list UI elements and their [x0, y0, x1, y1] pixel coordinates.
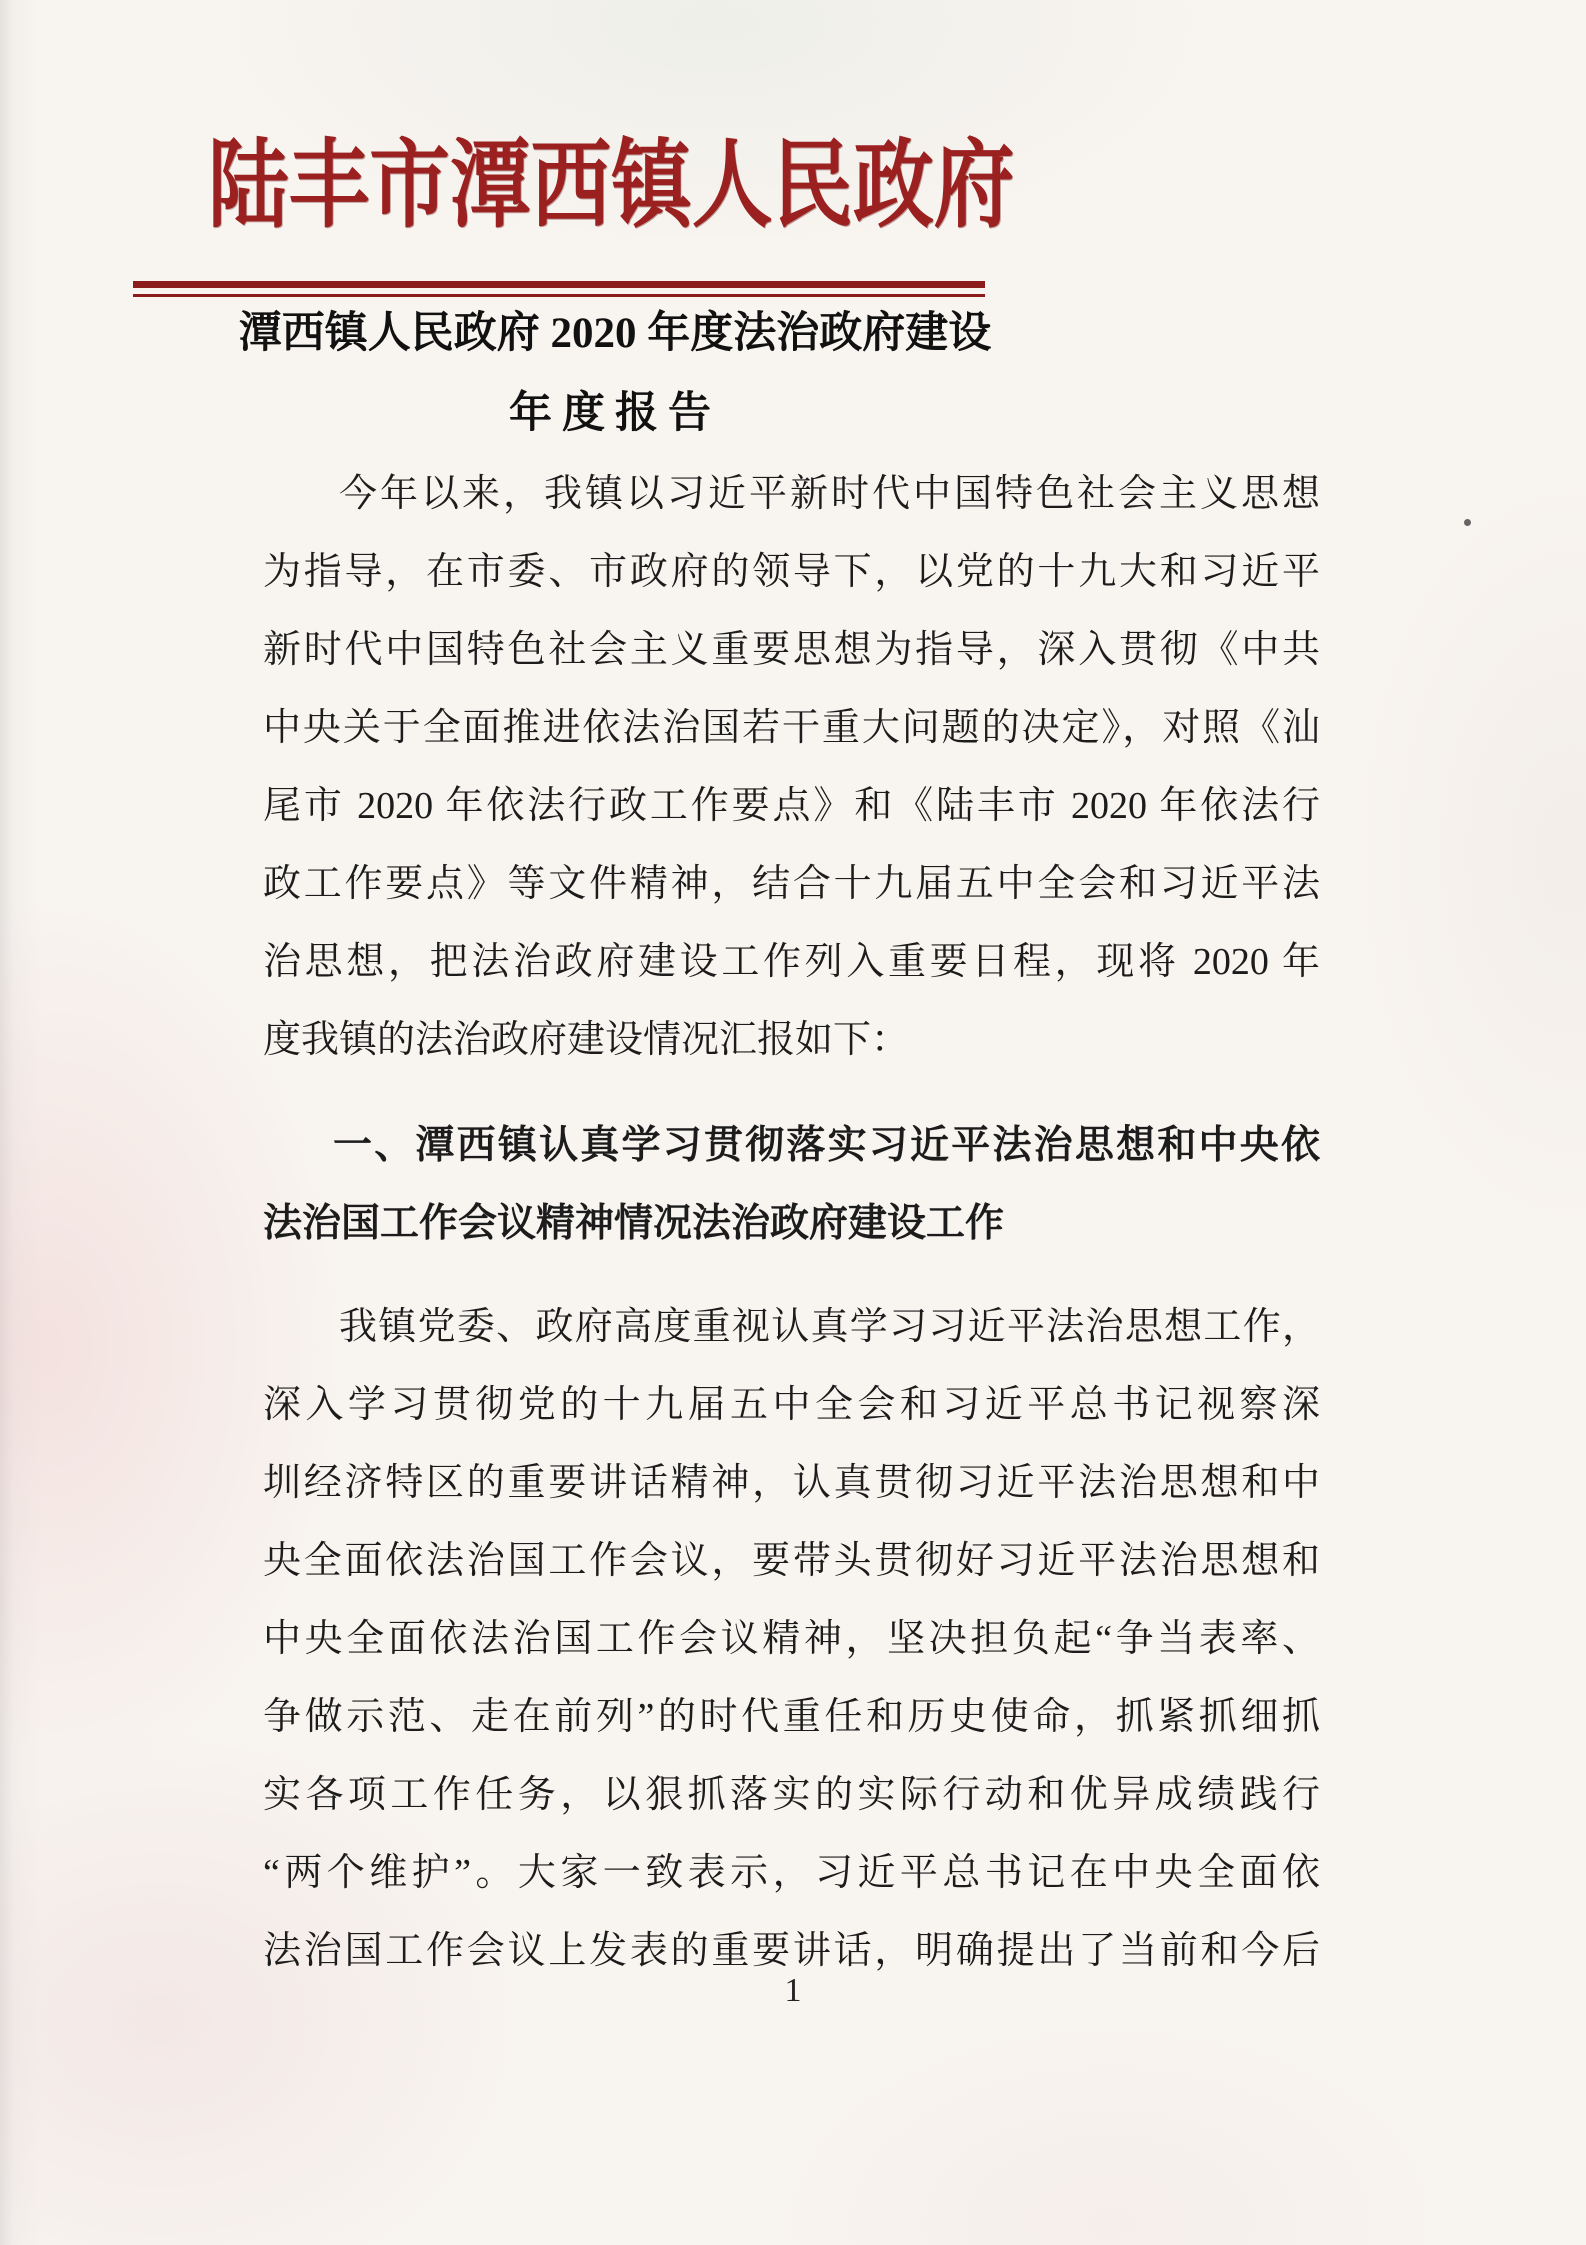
section-heading-line: 一、潭西镇认真学习贯彻落实习近平法治思想和中央依 [333, 1124, 1320, 1167]
section-heading-line: 法治国工作会议精神情况法治政府建设工作 [263, 1202, 1005, 1245]
paragraph-intro-line: 治思想，把法治政府建设工作列入重要日程，现将 2020 年 [263, 941, 1320, 983]
letterhead-rule-thick [133, 281, 985, 288]
letterhead-title: 陆丰市潭西镇人民政府 [208, 132, 1015, 239]
paragraph-intro-line: 尾市 2020 年依法行政工作要点》和《陆丰市 2020 年依法行 [263, 785, 1320, 827]
paragraph-intro-line: 中央关于全面推进依法治国若干重大问题的决定》，对照《汕 [263, 707, 1320, 749]
page-number: 1 [784, 1972, 802, 2009]
paragraph-intro-line: 为指导，在市委、市政府的领导下，以党的十九大和习近平 [263, 551, 1320, 593]
paragraph-intro-line: 今年以来，我镇以习近平新时代中国特色社会主义思想 [339, 473, 1320, 515]
paragraph-section-1-line: 实各项工作任务，以狠抓落实的实际行动和优异成绩践行 [263, 1774, 1320, 1816]
paragraph-intro-line: 政工作要点》等文件精神，结合十九届五中全会和习近平法 [263, 863, 1320, 905]
document-title [150, 294, 1080, 454]
scan-speck [1464, 519, 1471, 526]
paragraph-section-1-line: 央全面依法治国工作会议，要带头贯彻好习近平法治思想和 [263, 1540, 1320, 1582]
paragraph-intro-line: 新时代中国特色社会主义重要思想为指导，深入贯彻《中共 [263, 629, 1320, 671]
document-title-line1: 潭西镇人民政府 2020 年度法治政府建设 [238, 310, 992, 357]
section-heading-1 [263, 1107, 1320, 1263]
paragraph-section-1-line: “两个维护”。大家一致表示，习近平总书记在中央全面依 [263, 1852, 1320, 1894]
paragraph-section-1-line: 争做示范、走在前列”的时代重任和历史使命，抓紧抓细抓 [263, 1696, 1320, 1738]
paragraph-section-1 [263, 1288, 1320, 1990]
document-title-line2: 年度报告 [509, 390, 721, 437]
paragraph-section-1-line: 我镇党委、政府高度重视认真学习习近平法治思想工作， [339, 1306, 1320, 1348]
paragraph-section-1-line: 深入学习贯彻党的十九届五中全会和习近平总书记视察深 [263, 1384, 1320, 1426]
paragraph-intro-line: 度我镇的法治政府建设情况汇报如下： [263, 1019, 910, 1061]
paragraph-section-1-line: 中央全面依法治国工作会议精神，坚决担负起“争当表率、 [263, 1618, 1320, 1660]
paragraph-intro [263, 455, 1320, 1079]
paragraph-section-1-line: 法治国工作会议上发表的重要讲话，明确提出了当前和今后 [263, 1930, 1320, 1972]
paragraph-section-1-line: 圳经济特区的重要讲话精神，认真贯彻习近平法治思想和中 [263, 1462, 1320, 1504]
